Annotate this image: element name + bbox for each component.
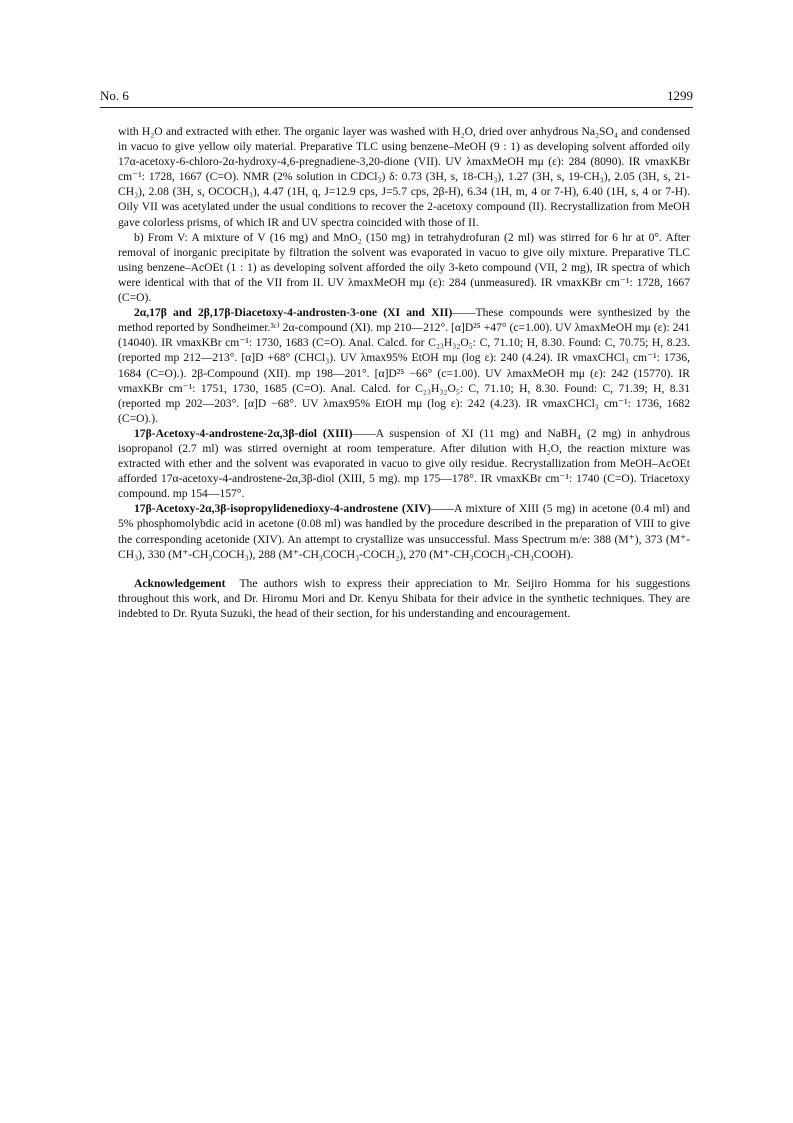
acknowledgement-text: The authors wish to express their appreciation to Mr. Seijiro Homma for his suggestions throughout this work, and Dr. Hiromu Mori and Dr. Kenyu Shibata for their advice in the synthetic techniques. They are indebted to Dr. Ryuta Suzuki, the head of their section, for his understanding and encouragement. xyxy=(118,576,690,620)
journal-number: No. 6 xyxy=(100,88,129,103)
section-heading-xiii: 17β-Acetoxy-4-androstene-2α,3β-diol (XIII) xyxy=(134,426,353,440)
paragraph-acetonide xyxy=(118,501,690,561)
page-header xyxy=(100,88,693,104)
acknowledgement-paragraph xyxy=(118,576,690,621)
paragraph-diol xyxy=(118,426,690,501)
paragraph-vii-preparation: with H₂O and extracted with ether. The organic layer was washed with H₂O, dried over anhydrous Na₂SO₄ and condensed in vacuo to give yellow oily material. Preparative TLC using benzene–MeOH (9 : 1) as developing solvent afforded oily 17α-acetoxy-6-chloro-2α-hydroxy-4,6-pregnadiene-3,20-dione (VII). UV λmaxMeOH mμ (ε): 284 (8090). IR νmaxKBr cm⁻¹: 1728, 1667 (C=O). NMR (2% solution in CDCl₃) δ: 0.73 (3H, s, 18-CH₃), 1.27 (3H, s, 19-CH₃), 2.05 (3H, s, 21-CH₃), 2.08 (3H, s, OCOCH₃), 4.47 (1H, q, J=12.9 cps, J=5.7 cps, 2β-H), 6.34 (1H, m, 4 or 7-H), 6.40 (1H, s, 4 or 7-H). Oily VII was acetylated under the usual conditions to recover the 2-acetoxy compound (II). Recrystallization from MeOH gave colorless prisms, of which IR and UV spectra coincided with those of II. xyxy=(118,125,690,229)
section-text-xi-xii: ——These compounds were synthesized by the method reported by Sondheimer.³ᶜ⁾ 2α-compound (XI). mp 210—212°. [α]D²⁵ +47° (c=1.00). UV λmaxMeOH mμ (ε): 241 (14040). IR νmaxKBr cm⁻¹: 1730, 1683 (C=O). Anal. Calcd. for C₂₃H₃₂O₅: C, 71.10; H, 8.30. Found: C, 70.75; H, 8.23. (reported mp 212—213°. [α]D +68° (CHCl₃). UV λmax95% EtOH mμ (log ε): 240 (4.24). IR νmaxCHCl₃ cm⁻¹: 1736, 1684 (C=O).). 2β-Compound (XII). mp 198—201°. [α]D²⁵ −66° (c=1.00). UV λmaxMeOH mμ (ε): 242 (15770). IR νmaxKBr cm⁻¹: 1751, 1730, 1685 (C=O). Anal. Calcd. for C₂₃H₃₂O₅: C, 71.10; H, 8.30. Found: C, 71.39; H, 8.31 (reported mp 202—203°. [α]D −68°. UV λmax95% EtOH mμ (log ε): 242 (4.23). IR νmaxCHCl₃ cm⁻¹: 1736, 1682 (C=O).). xyxy=(118,306,690,425)
header-rule xyxy=(100,107,693,108)
section-heading-xi-xii: 2α,17β and 2β,17β-Diacetoxy-4-androsten-3-one (XI and XII) xyxy=(134,306,453,320)
section-text-xiii: ——A suspension of XI (11 mg) and NaBH₄ (2 mg) in anhydrous isopropanol (2.7 ml) was stirred overnight at room temperature. After dilution with H₂O, the reaction mixture was extracted with ether and the solvent was evaporated in vacuo to give oily residue. Recrystallization from MeOH–AcOEt afforded 17α-acetoxy-4-androstene-2α,3β-diol (XIII, 5 mg). mp 175—178°. IR νmaxKBr cm⁻¹: 1740 (C=O). Triacetoxy compound. mp 154—157°. xyxy=(118,426,690,501)
section-spacer xyxy=(118,562,690,576)
article-body xyxy=(118,124,690,621)
paragraph-from-v: b) From V: A mixture of V (16 mg) and MnO₂ (150 mg) in tetrahydrofuran (2 ml) was stirred for 6 hr at 0°. After removal of inorganic precipitate by filtration the solvent was evaporated in vacuo to give oily mixture. Preparative TLC using benzene–AcOEt (1 : 1) as developing solvent afforded the oily 3-keto compound (VII, 2 mg), IR spectra of which were identical with that of the VII from II. UV λmaxMeOH mμ (ε): 284 (unmeasured). IR νmaxKBr cm⁻¹: 1728, 1667 (C=O). xyxy=(118,230,690,305)
section-heading-xiv: 17β-Acetoxy-2α,3β-isopropylidenedioxy-4-androstene (XIV) xyxy=(134,502,431,516)
page-number: 1299 xyxy=(667,88,693,103)
section-text-xiv: ——A mixture of XIII (5 mg) in acetone (0.4 ml) and 5% phosphomolybdic acid in acetone (0.08 ml) was handled by the procedure described in the preparation of VIII to give the corresponding acetonide (XIV). An attempt to crystallize was unsuccessful. Mass Spectrum m/e: 388 (M⁺), 373 (M⁺-CH₃), 330 (M⁺-CH₃COCH₃), 288 (M⁺-CH₃COCH₃-COCH₂), 270 (M⁺-CH₃COCH₃-CH₃COOH). xyxy=(118,502,690,561)
acknowledgement-title: Acknowledgement xyxy=(134,576,226,590)
paragraph-diacetoxy xyxy=(118,305,690,426)
